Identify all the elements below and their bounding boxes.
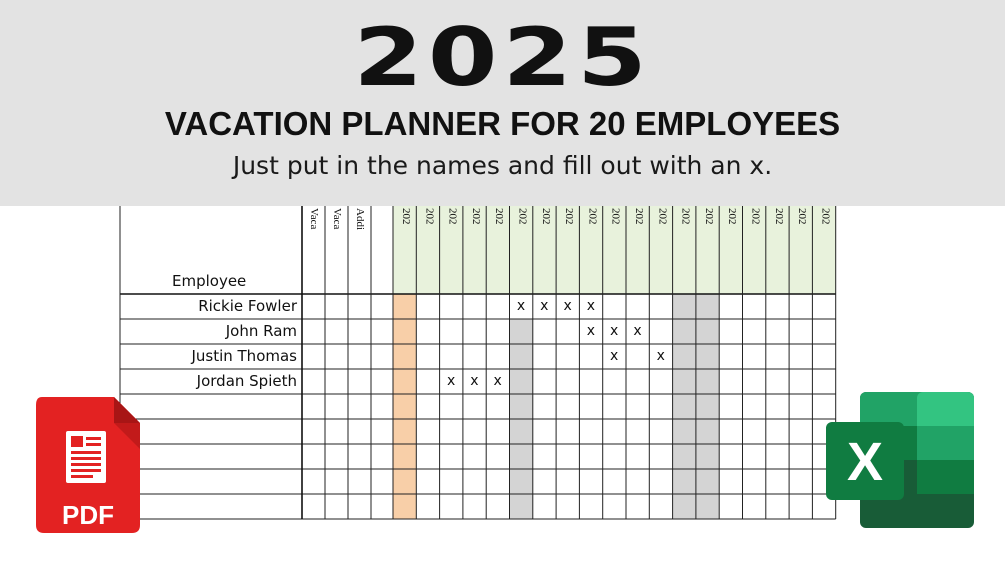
- planner-subtitle: VACATION PLANNER FOR 20 EMPLOYEES: [164, 105, 841, 142]
- date-column-header: 202: [539, 208, 552, 225]
- employee-name[interactable]: Jordan Spieth: [196, 372, 297, 390]
- date-column-header: 202: [423, 208, 436, 225]
- date-column-header: 202: [633, 208, 645, 225]
- vacation-mark[interactable]: x: [633, 323, 642, 339]
- date-column-header: 202: [772, 208, 785, 225]
- date-column-header: 202: [609, 208, 622, 225]
- date-column-header: 202: [679, 208, 692, 225]
- date-column-header: 202: [469, 208, 482, 225]
- vacation-mark[interactable]: x: [516, 298, 526, 314]
- employee-name[interactable]: Rickie Fowler: [198, 297, 297, 315]
- date-column-header: 202: [563, 208, 576, 225]
- vacation-mark[interactable]: x: [493, 373, 502, 389]
- pdf-label: PDF: [62, 500, 114, 530]
- vacation-mark[interactable]: x: [656, 348, 665, 364]
- date-column-header: 202: [796, 208, 809, 225]
- pdf-file-icon[interactable]: [34, 395, 142, 535]
- weekend-column-fill: [673, 294, 696, 519]
- info-column-header: Addi: [354, 208, 366, 230]
- vacation-mark[interactable]: x: [610, 323, 619, 339]
- employee-name[interactable]: John Ram: [225, 322, 297, 340]
- instruction-tagline: Just put in the names and fill out with an x.: [232, 151, 773, 180]
- date-column-header: 202: [400, 208, 412, 225]
- date-column-header: 202: [493, 208, 506, 225]
- weekend-column-fill: [696, 294, 719, 519]
- vacation-mark[interactable]: x: [610, 348, 619, 364]
- vacation-mark[interactable]: x: [446, 373, 456, 389]
- date-column-header: 202: [656, 208, 669, 225]
- year-title: 2025: [353, 11, 652, 104]
- holiday-column-fill: [393, 294, 416, 519]
- employee-column-header: Employee: [172, 272, 247, 290]
- title-banner: [0, 0, 1005, 206]
- info-column-header: [375, 208, 389, 268]
- vacation-mark[interactable]: x: [586, 323, 596, 339]
- date-column-header: 202: [446, 208, 459, 225]
- vacation-mark[interactable]: x: [540, 298, 549, 314]
- date-column-header: 202: [726, 208, 739, 225]
- date-column-header: 202: [702, 208, 715, 225]
- date-column-header: 202: [819, 208, 832, 225]
- vacation-mark[interactable]: x: [586, 298, 596, 314]
- date-column-header: 202: [586, 208, 599, 225]
- employee-name[interactable]: Justin Thomas: [191, 347, 297, 365]
- vacation-mark[interactable]: x: [470, 373, 479, 389]
- vacation-mark[interactable]: x: [563, 298, 572, 314]
- date-column-header: 202: [516, 208, 529, 225]
- excel-label: X: [846, 432, 884, 492]
- date-column-header: 202: [749, 208, 762, 225]
- info-column-header: Vaca: [308, 208, 320, 230]
- info-column-header: Vaca: [331, 208, 343, 230]
- excel-file-icon[interactable]: [826, 392, 976, 530]
